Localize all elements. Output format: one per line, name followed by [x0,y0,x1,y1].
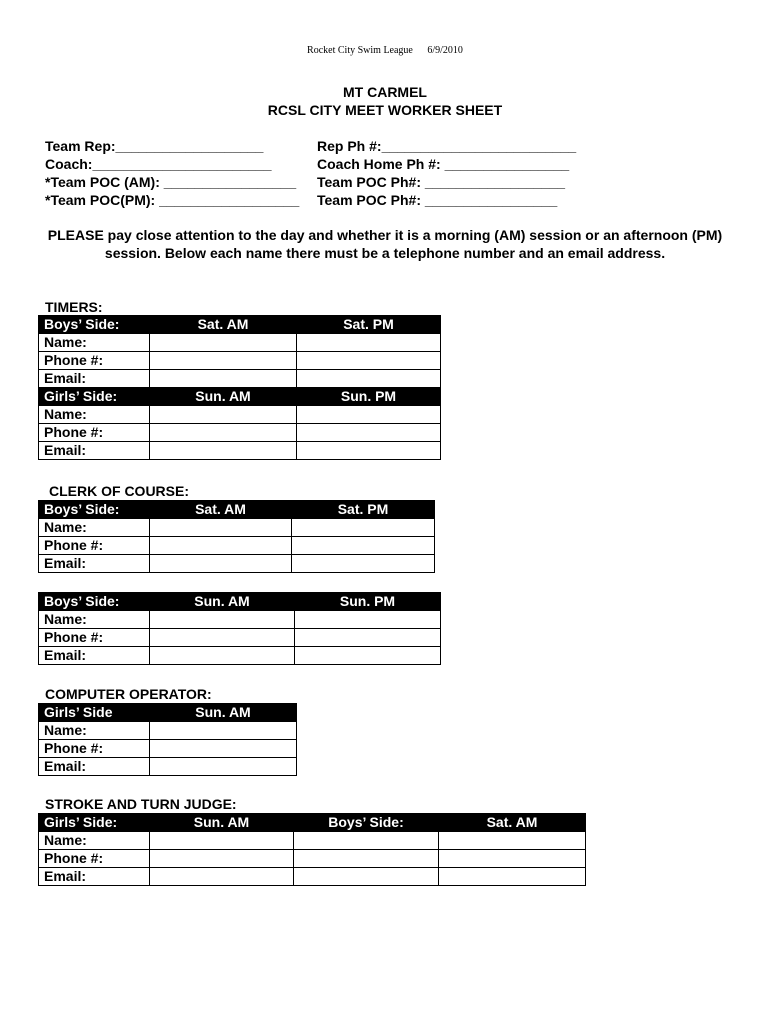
input-cell[interactable] [297,406,441,424]
table-row [39,424,441,442]
table-row [39,442,441,460]
table-row [39,611,441,629]
input-cell[interactable] [294,850,439,868]
row-label: Name: [39,722,150,740]
table-header-row [39,501,435,519]
computer-operator-title: COMPUTER OPERATOR: [45,686,212,702]
coach-field[interactable]: Coach:_______________________ [45,156,272,172]
column-header: Sun. PM [295,593,441,611]
input-cell[interactable] [150,555,292,573]
input-cell[interactable] [150,424,297,442]
row-label: Name: [39,406,150,424]
clerk-table-sat [38,500,435,573]
timers-title: TIMERS: [45,299,103,315]
table-header-row [39,388,441,406]
table-row [39,629,441,647]
input-cell[interactable] [150,334,297,352]
column-header: Sun. AM [150,814,294,832]
input-cell[interactable] [150,629,295,647]
row-label: Phone #: [39,850,150,868]
row-label: Phone #: [39,740,150,758]
column-header: Sun. AM [150,388,297,406]
input-cell[interactable] [297,424,441,442]
input-cell[interactable] [150,406,297,424]
team-poc-am-phone-field[interactable]: Team POC Ph#: __________________ [317,174,566,190]
column-header: Sat. AM [150,501,292,519]
row-label: Name: [39,519,150,537]
input-cell[interactable] [297,442,441,460]
row-label: Name: [39,611,150,629]
input-cell[interactable] [150,611,295,629]
input-cell[interactable] [150,352,297,370]
table-row [39,868,586,886]
clerk-table-sun [38,592,441,665]
table-row [39,519,435,537]
team-poc-am-field[interactable]: *Team POC (AM): _________________ [45,174,297,190]
table-header-row [39,593,441,611]
column-header: Sat. PM [297,316,441,334]
team-title: MT CARMEL [343,84,427,100]
input-cell[interactable] [150,647,295,665]
input-cell[interactable] [150,758,297,776]
side-label: Boys’ Side: [39,593,150,611]
row-label: Email: [39,555,150,573]
input-cell[interactable] [297,352,441,370]
table-row [39,722,297,740]
table-row [39,555,435,573]
sheet-title: RCSL CITY MEET WORKER SHEET [267,102,503,118]
timers-table [38,315,441,460]
table-header-row [39,316,441,334]
clerk-title: CLERK OF COURSE: [49,483,189,499]
input-cell[interactable] [297,334,441,352]
page-header [0,45,770,56]
table-row [39,832,586,850]
table-header-row [39,814,586,832]
row-label: Name: [39,334,150,352]
table-row [39,850,586,868]
input-cell[interactable] [150,850,294,868]
stroke-turn-title: STROKE AND TURN JUDGE: [45,796,237,812]
input-cell[interactable] [297,370,441,388]
row-label: Name: [39,832,150,850]
input-cell[interactable] [292,555,435,573]
input-cell[interactable] [292,519,435,537]
input-cell[interactable] [150,370,297,388]
row-label: Email: [39,370,150,388]
column-header: Sun. AM [150,593,295,611]
input-cell[interactable] [150,442,297,460]
side-label: Girls’ Side [39,704,150,722]
input-cell[interactable] [294,832,439,850]
team-poc-pm-phone-field[interactable]: Team POC Ph#: _________________ [317,192,558,208]
column-header: Sun. AM [150,704,297,722]
input-cell[interactable] [150,519,292,537]
side-label: Girls’ Side: [39,388,150,406]
instructions-notice: PLEASE pay close attention to the day and whether it is a morning (AM) session or an afternoon (PM) session. Below each name there must be a telephone number and an email address. [47,227,723,261]
input-cell[interactable] [292,537,435,555]
table-row [39,758,297,776]
column-header: Sat. AM [150,316,297,334]
input-cell[interactable] [295,629,441,647]
header-date: 6/9/2010 [427,45,463,56]
input-cell[interactable] [439,850,586,868]
row-label: Email: [39,868,150,886]
table-row [39,740,297,758]
table-header-row [39,704,297,722]
side-label: Boys’ Side: [39,316,150,334]
input-cell[interactable] [294,868,439,886]
input-cell[interactable] [439,868,586,886]
row-label: Email: [39,647,150,665]
input-cell[interactable] [295,611,441,629]
table-row [39,370,441,388]
table-row [39,352,441,370]
table-row [39,647,441,665]
table-row [39,537,435,555]
rep-phone-field[interactable]: Rep Ph #:_________________________ [317,138,577,154]
column-header: Sat. AM [439,814,586,832]
input-cell[interactable] [150,722,297,740]
input-cell[interactable] [150,740,297,758]
input-cell[interactable] [439,832,586,850]
team-rep-field[interactable]: Team Rep:___________________ [45,138,264,154]
row-label: Email: [39,442,150,460]
side-label: Boys’ Side: [294,814,439,832]
column-header: Sat. PM [292,501,435,519]
column-header: Sun. PM [297,388,441,406]
table-row [39,406,441,424]
stroke-turn-table [38,813,586,886]
row-label: Phone #: [39,629,150,647]
side-label: Boys’ Side: [39,501,150,519]
coach-home-phone-field[interactable]: Coach Home Ph #: ________________ [317,156,570,172]
league-name: Rocket City Swim League [307,45,413,56]
team-poc-pm-field[interactable]: *Team POC(PM): __________________ [45,192,300,208]
row-label: Email: [39,758,150,776]
input-cell[interactable] [150,868,294,886]
table-row [39,334,441,352]
input-cell[interactable] [150,537,292,555]
input-cell[interactable] [295,647,441,665]
row-label: Phone #: [39,352,150,370]
side-label: Girls’ Side: [39,814,150,832]
input-cell[interactable] [150,832,294,850]
row-label: Phone #: [39,537,150,555]
computer-operator-table [38,703,297,776]
row-label: Phone #: [39,424,150,442]
